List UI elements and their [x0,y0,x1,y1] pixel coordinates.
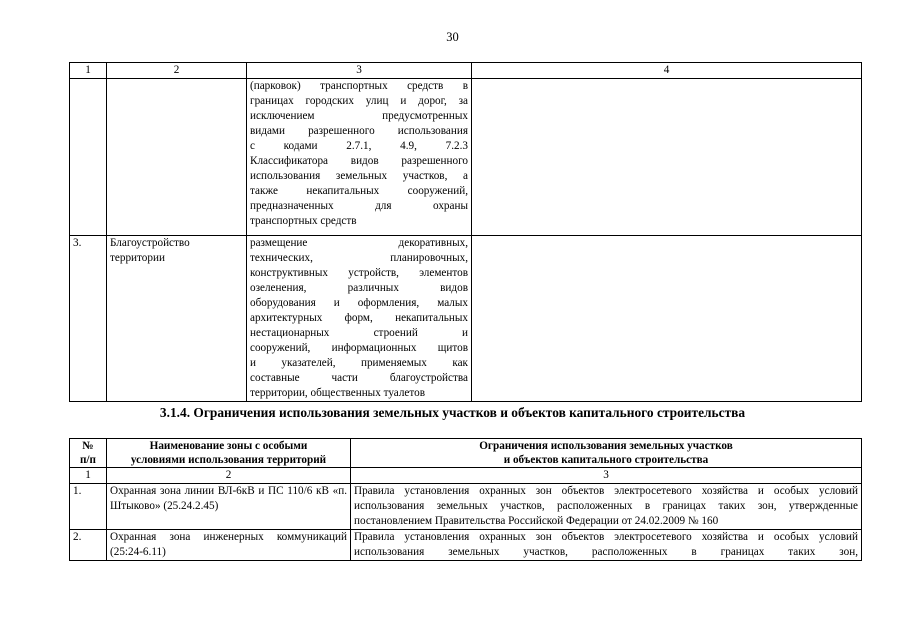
description-line: предназначенных для охраны [250,200,468,212]
header-line: п/п [79,454,96,466]
header-line: Наименование зоны с особыми [149,440,308,452]
row-zone: Охранная зона инженерных коммуникаций (25:24-6.11) [107,530,351,561]
header-line: и объектов капитального строительства [503,454,709,466]
row-name [107,236,247,402]
description-line: озеленения, различных видов [250,282,468,294]
description-line: оборудования и оформления, малых [250,297,468,309]
index-cell: 2 [107,468,351,484]
header-num [70,439,107,468]
description-line: Классификатора видов разрешенного [250,155,468,167]
index-cell: 1 [70,468,107,484]
description-line: исключением предусмотренных [250,110,468,122]
description-line: сооружений, информационных щитов [250,342,468,354]
description-line: размещение декоративных, [250,237,468,249]
page-number: 30 [446,30,459,44]
header-cell: 1 [70,63,107,79]
row-col4 [472,236,862,402]
description-line: конструктивных устройств, элементов [250,267,468,279]
description-line: архитектурных форм, некапитальных [250,312,468,324]
description-line: нестационарных строений и [250,327,468,339]
description-line: составные части благоустройства [250,372,468,384]
row-number: 2. [70,530,107,561]
description-line: и указателей, применяемых как [250,357,468,369]
table-row [70,484,862,530]
restrictions-table [69,438,862,561]
table-header-row [70,63,862,79]
header-cell: 2 [107,63,247,79]
header-cell: 4 [472,63,862,79]
table-header-row [70,439,862,468]
header-zone [107,439,351,468]
description-line: использования земельных участков, а [250,170,468,182]
index-cell: 3 [351,468,862,484]
row-description [247,236,472,402]
description-line: видами разрешенного использования [250,125,468,137]
table-row [70,79,862,236]
description-line: транспортных средств [250,215,357,227]
row-restriction: Правила установления охранных зон объектов электросетевого хозяйства и особых условий использования земельных участков, расположенных в границах таких зон, утвержденные постановлением Правительства Российской Федерации от 24.02.2009 № 160 [351,484,862,530]
description-line: также некапитальных сооружений, [250,185,468,197]
row-zone: Охранная зона линии ВЛ-6кВ и ПС 110/6 кВ «п. Штыково» (25.24.2.45) [107,484,351,530]
section-heading: 3.1.4. Ограничения использования земельных участков и объектов капитального строительства [159,405,746,420]
header-cell: 3 [247,63,472,79]
name-line: Благоустройство [110,237,190,249]
table-row [70,236,862,402]
description-line: территории, общественных туалетов [250,387,426,399]
header-line: № [82,440,94,452]
row-number: 1. [70,484,107,530]
table-index-row [70,468,862,484]
row-number: 3. [70,236,107,402]
row-col4 [472,79,862,236]
description-line: технических, планировочных, [250,252,468,264]
header-line: условиями использования территорий [130,454,327,466]
description-line: (парковок) транспортных средств в [250,80,468,92]
header-line: Ограничения использования земельных участков [479,440,733,452]
row-description [247,79,472,236]
table-row [70,530,862,561]
row-restriction: Правила установления охранных зон объектов электросетевого хозяйства и особых условий использования земельных участков, расположенных в границах таких зон, [351,530,862,561]
description-line: границах городских улиц и дорог, за [250,95,468,107]
name-line: территории [110,252,165,264]
row-number [70,79,107,236]
description-line: с кодами 2.7.1, 4.9, 7.2.3 [250,140,468,152]
land-use-table [69,62,862,402]
row-name [107,79,247,236]
header-restriction [351,439,862,468]
